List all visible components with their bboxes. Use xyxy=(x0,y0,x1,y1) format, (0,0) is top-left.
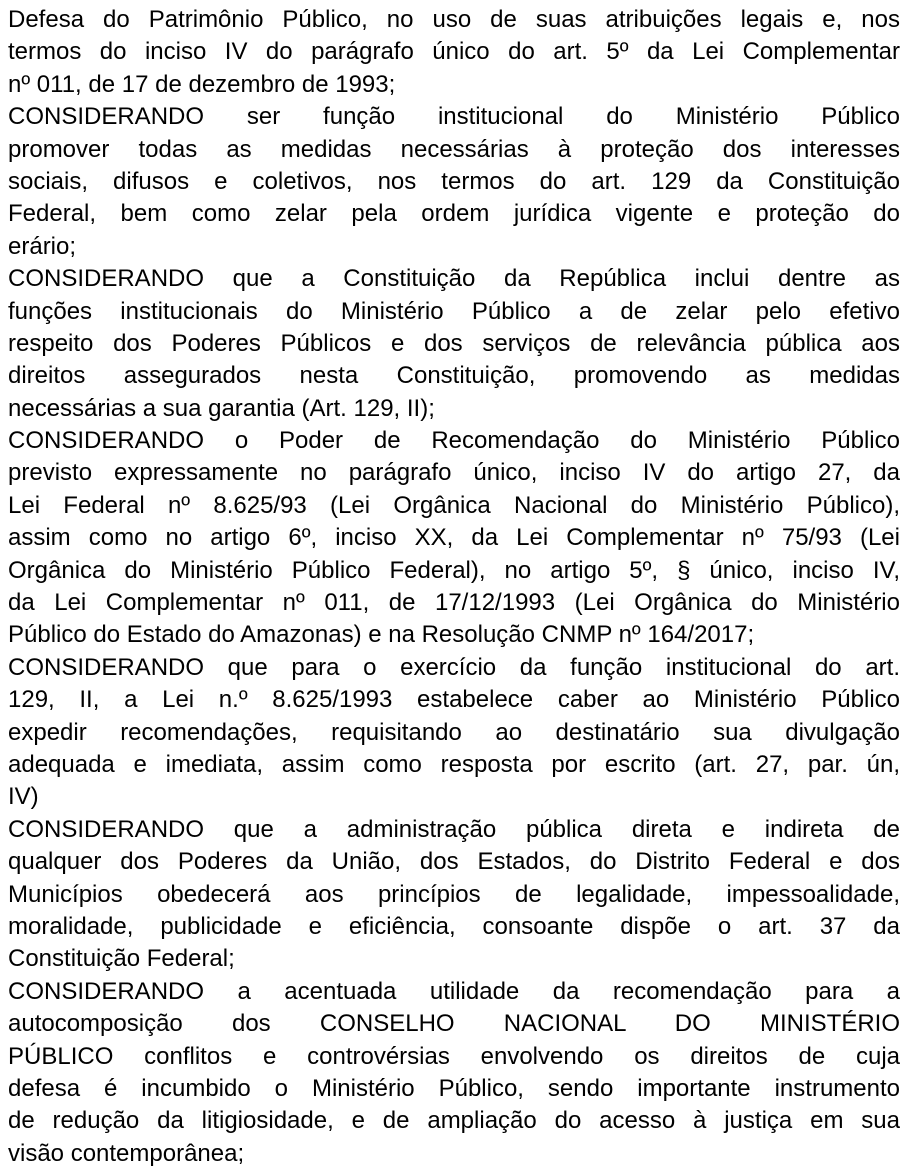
text-line: Federal, bem como zelar pela ordem jurídica vigente e proteção do xyxy=(8,200,900,228)
text-line: termos do inciso IV do parágrafo único do art. 5º da Lei Complementar xyxy=(8,38,900,66)
text-line: Constituição Federal; xyxy=(8,945,235,973)
text-line: Defesa do Patrimônio Público, no uso de suas atribuições legais e, nos xyxy=(8,6,900,33)
text-line: defesa é incumbido o Ministério Público, sendo importante instrumento xyxy=(8,1074,900,1102)
text-line: CONSIDERANDO que a Constituição da República inclui dentre as xyxy=(8,265,900,293)
paragraph-considerando-administracao-publica xyxy=(8,814,900,976)
text-line: autocomposição dos CONSELHO NACIONAL DO MINISTÉRIO xyxy=(8,1010,900,1038)
text-line: respeito dos Poderes Públicos e dos serviços de relevância pública aos xyxy=(8,329,900,357)
text-line: PÚBLICO conflitos e controvérsias envolvendo os direitos de cuja xyxy=(8,1042,900,1070)
text-line: qualquer dos Poderes da União, dos Estados, do Distrito Federal e dos xyxy=(8,848,900,876)
text-line: Orgânica do Ministério Público Federal), no artigo 5º, § único, inciso IV, xyxy=(8,556,900,584)
text-line: CONSIDERANDO o Poder de Recomendação do Ministério Público xyxy=(8,427,900,455)
text-line: da Lei Complementar nº 011, de 17/12/1993 (Lei Orgânica do Ministério xyxy=(8,589,900,617)
text-line: Municípios obedecerá aos princípios de legalidade, impessoalidade, xyxy=(8,880,900,908)
text-line: visão contemporânea; xyxy=(8,1139,245,1167)
text-line: erário; xyxy=(8,232,77,260)
text-line: necessárias a sua garantia (Art. 129, II); xyxy=(8,394,435,422)
paragraph-preamble xyxy=(8,4,900,101)
text-line: assim como no artigo 6º, inciso XX, da Lei Complementar nº 75/93 (Lei xyxy=(8,524,900,552)
text-line: CONSIDERANDO a acentuada utilidade da recomendação para a xyxy=(8,977,900,1005)
text-line: direitos assegurados nesta Constituição, promovendo as medidas xyxy=(8,362,900,390)
text-line: expedir recomendações, requisitando ao destinatário sua divulgação xyxy=(8,718,900,746)
paragraph-considerando-constituicao xyxy=(8,263,900,425)
paragraph-considerando-poder-recomendacao xyxy=(8,425,900,652)
paragraph-considerando-funcao-institucional xyxy=(8,101,900,263)
text-line: adequada e imediata, assim como resposta por escrito (art. 27, par. ún, xyxy=(8,750,900,778)
text-line: CONSIDERANDO que para o exercício da função institucional do art. xyxy=(8,653,900,681)
text-line: CONSIDERANDO ser função institucional do Ministério Público xyxy=(8,103,900,131)
text-line: IV) xyxy=(8,783,39,811)
text-line: CONSIDERANDO que a administração pública direta e indireta de xyxy=(8,815,900,843)
text-line: 129, II, a Lei n.º 8.625/1993 estabelece caber ao Ministério Público xyxy=(8,686,900,714)
text-line: Lei Federal nº 8.625/93 (Lei Orgânica Nacional do Ministério Público), xyxy=(8,491,900,519)
text-line: previsto expressamente no parágrafo único, inciso IV do artigo 27, da xyxy=(8,459,900,487)
text-line: Público do Estado do Amazonas) e na Resolução CNMP nº 164/2017; xyxy=(8,621,755,649)
text-line: de redução da litigiosidade, e de ampliação do acesso à justiça em sua xyxy=(8,1107,900,1135)
text-line: nº 011, de 17 de dezembro de 1993; xyxy=(8,70,396,98)
text-line: moralidade, publicidade e eficiência, consoante dispõe o art. 37 da xyxy=(8,912,900,940)
text-line: promover todas as medidas necessárias à proteção dos interesses xyxy=(8,135,900,163)
text-line: sociais, difusos e coletivos, nos termos do art. 129 da Constituição xyxy=(8,167,900,195)
paragraph-considerando-exercicio-funcao xyxy=(8,652,900,814)
text-line: funções institucionais do Ministério Público a de zelar pelo efetivo xyxy=(8,297,900,325)
paragraph-considerando-utilidade-recomendacao xyxy=(8,976,900,1170)
